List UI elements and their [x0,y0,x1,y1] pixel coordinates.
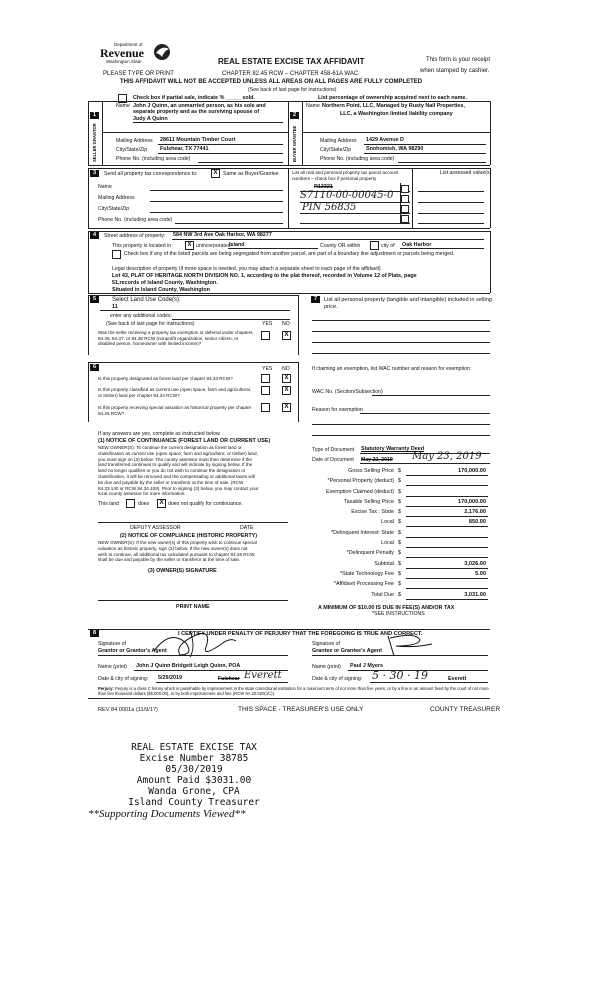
tax-row-value: 3,031.00 [464,591,486,598]
see-back-text: (See back of last page for instructions) [248,87,337,93]
tax-row-label: Local [381,519,394,526]
tax-row-label: *Personal Property (deduct) [327,478,394,485]
current-use-no-checkbox[interactable]: X [282,386,291,395]
tax-row-label: Local [381,540,394,547]
personal-property-checkbox-3[interactable] [401,205,409,213]
tax-row-label: Exemption Claimed (deduct) [325,488,394,495]
legal-description-label: Legal description of property (if more space is needed, you may attach a separate sheet to each page of the affidavit) [112,266,381,272]
does-label: does [138,501,150,507]
tax-row [300,466,490,476]
assessed-value-label: List assessed value(s) [440,170,492,176]
tax-row-label: *Affidavit Processing Fee [333,581,394,588]
legal-description-3: Situated in Island County, Washington [112,287,210,293]
notice-continuance-line: 84.33.140 or RCW 84.34.108). Prior to signing (3) below, you may contact your [98,485,259,491]
personal-property-checkbox-4[interactable] [401,215,409,223]
minimum-due-note: A MINIMUM OF $10.00 IS DUE IN FEE(S) AND/OR TAX [318,605,455,611]
assessor-date-label: DATE [240,525,254,531]
tax-row-currency: $ [398,519,401,526]
stamp-line-6: Island County Treasurer [128,797,260,808]
tax-row-currency: $ [398,560,401,567]
seller-phone-label: Phone No. (including area code) [116,156,191,162]
supporting-docs-viewed: **Supporting Documents Viewed** [88,808,246,820]
partial-sale-label: Check box if partial sale, indicate % _____ sold. [133,95,255,101]
tax-row [300,517,490,527]
notice-continuance-body [98,445,298,497]
perjury-text-1: Perjury is a class C felony which is punishable by imprisonment in the state correctional institution for a maximum term of not more than five years, or by a fine in an [115,686,419,691]
section-3-number: 3 [90,170,99,177]
parcel-handwritten-1: S7110-00-00045-0 [300,190,394,201]
chapter-text: CHAPTER 82.45 RCW – CHAPTER 458-61A WAC [222,71,359,77]
tax-row-currency: $ [398,488,401,495]
tax-row [300,538,490,548]
treasurer-use-only: THIS SPACE - TREASURER'S USE ONLY [238,706,364,713]
grantor-agent-label: Grantor or Grantor's Agent [98,648,167,654]
notice-continuance-line: land no longer qualifies or you do not wish to continue the designation or [98,468,246,474]
grantor-date-label: Date & city of signing: [98,676,149,682]
tax-row-currency: $ [398,540,401,547]
tax-row-label: Subtotal [374,560,394,567]
list-pct-label: List percentage of ownership acquired next to each name. [318,95,467,101]
dept-logo-icon [152,43,172,61]
historic-no-checkbox[interactable]: X [282,403,291,412]
forest-yes-checkbox[interactable] [261,374,270,383]
exemption-question: Was the seller receiving a property tax exemption or deferral under chapters 84.36, 84.37, or 84.38 RCW (nonprofit organization, senior citizen, or disabled person, homeowner with limited income)? [98,330,253,346]
this-land-label: This land [98,501,120,507]
grantor-date: 5/29/2019 [158,675,182,681]
corr-mailing-label: Mailing Address [98,195,135,201]
seller-mailing-label: Mailing Address [116,138,153,144]
notice-compliance-line: valuation as historic property, sign (3) below. If the new owner(s) does not [98,545,248,551]
buyer-city-label: City/State/Zip [320,147,352,153]
tax-row-label: Taxable Selling Price [343,498,394,505]
tax-row-currency: $ [398,591,401,598]
corr-city-label: City/State/Zip [98,206,130,212]
grantee-date-handwritten: 5 · 30 · 19 [372,669,428,682]
city-of-label: city of [381,243,395,249]
perjury-label: Perjury: [98,686,114,691]
perjury-note [98,686,490,696]
stamp-line-4: Amount Paid $3031.00 [136,775,252,786]
section-2-number: 2 [290,112,299,119]
same-as-buyer-label: Same as Buyer/Grantee [223,171,279,177]
doc-type-label: Type of Document [312,447,355,453]
doc-type: Statutory Warranty Deed [361,446,425,452]
tax-row-currency: $ [398,529,401,536]
tax-row-currency: $ [398,581,401,588]
tax-row [300,528,490,538]
county-treasurer-label: COUNTY TREASURER [430,706,501,713]
seller-name-label: Name [116,103,130,109]
buyer-name-2: LLC, a Washington limited liability company [340,111,453,117]
segregated-checkbox[interactable] [112,250,121,259]
if-yes-instructions: If any answers are yes, complete as instructed below. [98,431,221,437]
tax-row-currency: $ [398,570,401,577]
seller-city: Fulshear, TX 77441 [160,146,209,152]
county-label: County OR within [320,243,361,249]
additional-codes-label: enter any additional codes: [110,313,173,319]
grantor-print-label: Name (print) [98,664,127,670]
same-as-buyer-checkbox[interactable]: X [211,169,220,178]
notice-continuance-title: (1) NOTICE OF CONTINUANCE (FOREST LAND OR CURRENT USE) [98,438,271,444]
grantor-signature-label: Signature of [98,641,126,647]
buyer-phone-label: Phone No. (including area code) [320,156,395,162]
notice-compliance-line: shall be due and payable by the seller or transferor at the time of sale. [98,557,241,563]
section-5-number: 5 [90,296,99,303]
perjury-text-2: amount fixed by the court of not more than five thousand dollars ($5,000.00), or by both imprisonment and fine (RCW 9A.20.020(1C)). [98,686,489,696]
segregated-label: Check box if any of the listed parcels are being segregated from another parcel, are part of a boundary line adjustment or parcels being merged. [124,251,455,257]
section6-no-label: NO [282,366,290,372]
tax-row [300,559,490,569]
tax-row [300,579,490,589]
grantee-agent-label: Grantee or Grantee's Agent [312,648,382,654]
section-1-number: 1 [90,112,99,119]
legal-description-1: Lot 43, PLAT OF HERITAGE NORTH DIVISION NO. 1, according to the plat thereof, recorded in Volume 12 of Plats, page [112,273,417,279]
corr-name-label: Name [98,184,112,190]
section-8-number: 8 [90,630,99,637]
print-name-label: PRINT NAME [176,604,210,610]
section-7-number: 7 [311,296,320,303]
grantor-city-struck: Fulshear [218,676,240,682]
forest-no-checkbox[interactable]: X [282,374,291,383]
doc-date-handwritten: May 23, 2019 [412,451,482,462]
wac-number-label: WAC No. (Section/Subsection) [312,389,383,395]
seller-name-2: Judy A Quinn [133,116,168,122]
stamp-line-5: Wanda Grone, CPA [148,786,240,797]
tax-row-label: *State Technology Fee [339,570,394,577]
does-not-qualify-checkbox[interactable]: X [157,499,166,508]
grantor-city-handwritten: Everett [244,670,282,681]
tax-row-value: 850.00 [468,519,486,526]
property-city: Oak Harbor [402,242,432,248]
tax-row-label: Gross Selling Price [348,468,394,474]
seller-city-label: City/State/Zip [116,147,148,153]
grantee-print-label: Name (print) [312,664,341,670]
section5-yes-label: YES [262,321,273,327]
notice-continuance-line: classification as current use (open space, farm and agriculture, or timber) land, [98,450,258,456]
tax-row-currency: $ [398,478,401,485]
tax-row [300,507,490,517]
historic-question: Is this property receiving special valuation as historical property per chapter 84.26 RCW? [98,405,252,416]
stamp-line-1: REAL ESTATE EXCISE TAX [131,742,257,753]
buyer-name: Northern Point, LLC, Managed by Rusty Nail Properties, [322,103,465,109]
buyer-name-label: Name [306,103,320,109]
stamp-line-2: Excise Number 38785 [139,753,249,764]
seller-name: John J Quinn, an unmarried person, as his sole and separate property and as the surviving spouse of [133,103,266,116]
personal-property-checkbox-2[interactable] [401,195,409,203]
notice-continuance-line: local county assessor for more information. [98,491,186,497]
doc-date-struck: May 22, 2019 [361,457,393,463]
tax-row-label: Excise Tax : State [351,509,394,516]
grantee-city: Everett [448,676,467,682]
notice-compliance-title: (2) NOTICE OF COMPLIANCE (HISTORIC PROPERTY) [120,533,258,539]
grantee-print-name: Paul J Myers [350,663,383,669]
within-city-checkbox[interactable] [370,241,379,250]
receipt-note-1: This form is your receipt [426,57,491,63]
owner-signature-label: (3) OWNER(S) SIGNATURE [148,568,217,574]
dept-state-text: Washington State [106,59,142,64]
personal-property-list-label: List all personal property (tangible and intangible) included in selling price. [324,297,492,310]
tax-row [300,497,490,507]
notice-compliance-body [98,540,298,563]
notice-compliance-line: NEW OWNER(S): If the new owner(s) of this property wish to continue special [98,540,257,545]
forest-land-question: Is this property designated as forest land per chapter 84.33 RCW? [98,376,233,381]
seller-vertical-label: SELLER GRANTOR [92,123,97,162]
tax-row-value: 2,176.00 [464,509,486,516]
tax-row-label: *Delinquent Penalty [346,550,394,557]
grantee-signature-label: Signature of [312,641,340,647]
doc-date-label: Date of Document [312,457,354,463]
send-correspondence-label: Send all property tax correspondence to: [104,171,198,177]
claim-exemption-label: If claiming an exemption, list WAC number and reason for exemption: [312,366,472,372]
land-use-code: 11 [112,304,118,310]
section-6-number: 6 [90,364,99,371]
current-use-question: Is this property classified as current use (open space, farm and agricultural, or timber) land per chapter 84.34 RCW? [98,387,251,398]
tax-row-value: 170,000.00 [458,468,486,474]
parcel-list-label: List all real and personal property tax parcel account numbers – check box if personal property [292,170,399,181]
tax-row-value: 5.00 [475,570,486,577]
tax-row-value: 3,026.00 [464,560,486,567]
tax-row [300,548,490,558]
tax-row-currency: $ [398,509,401,516]
county-name: Island [229,242,245,248]
dept-small-text: Department of [114,42,143,47]
notice-compliance-line: wish to continue, all additional tax calculated pursuant to chapter 84.26 RCW, [98,551,256,557]
located-in-label: This property is located in [112,243,172,249]
tax-row-value: 170,000.00 [458,498,486,505]
tax-calculation-table [300,466,490,600]
legal-description-2: 51,records of Island County, Washington. [112,280,218,286]
form-title: REAL ESTATE EXCISE TAX AFFIDAVIT [218,57,365,66]
notice-continuance-line: be due and payable by the seller or transferor at the time of sale. (RCW [98,479,244,485]
unincorporated-checkbox[interactable]: X [185,241,194,250]
does-not-qualify-label: does not qualify for continuance. [168,501,243,507]
tax-row-label: *Delinquent Interest: State [331,529,394,536]
current-use-yes-checkbox[interactable] [261,386,270,395]
section5-no-label: NO [282,321,290,327]
tax-row [300,487,490,497]
corr-phone-label: Phone No. (including area code) [98,217,173,223]
grantee-signature [380,632,440,658]
parcel-handwritten-2: PIN 56835 [302,202,357,213]
exemption-yes-checkbox[interactable] [261,331,270,340]
street-address: 584 NW 3rd Ave Oak Harbor, WA 98277 [173,232,272,238]
tax-row-label: Total Due [371,591,394,598]
section-4-number: 4 [90,232,99,239]
buyer-mailing: 1429 Avenue D [366,137,404,143]
certify-statement: I CERTIFY UNDER PENALTY OF PERJURY THAT THE FOREGOING IS TRUE AND CORRECT. [178,631,423,637]
see-instructions-note: *SEE INSTRUCTIONS [372,611,425,617]
tax-row [300,476,490,486]
parcel-struck: R13321 [314,184,333,190]
form-revision: REV 84 0001a (11/9/17) [98,707,158,713]
notice-continuance-line: NEW OWNER(S): To continue the current designation as forest land or [98,445,242,450]
tax-row [300,569,490,579]
grantor-signature [150,625,240,659]
does-qualify-checkbox[interactable] [126,499,135,508]
buyer-city: Snohomish, WA 98290 [366,146,424,152]
buyer-vertical-label: BUYER GRANTEE [292,125,297,162]
exemption-no-checkbox[interactable]: X [282,331,291,340]
dept-logo [100,42,178,68]
personal-property-checkbox-1[interactable] [401,185,409,193]
street-address-label: Street address of property: [104,233,166,239]
dept-name-text: Revenue [100,46,144,60]
deputy-assessor-label: DEPUTY ASSESSOR [130,525,181,531]
historic-yes-checkbox[interactable] [261,403,270,412]
seller-mailing: 28611 Mountain Timber Court [160,137,236,143]
land-use-label: Select Land Use Code(s): [112,297,181,303]
tax-row [300,590,490,600]
stamp-line-3: 05/30/2019 [165,764,223,775]
tax-row-currency: $ [398,468,401,474]
receipt-note-2: when stamped by cashier. [420,68,490,74]
notice-continuance-line: you must sign on (3) below. The county assessor must then determine if the [98,456,252,462]
unincorporated-label: unincorporated [196,243,231,249]
type-note: PLEASE TYPE OR PRINT [103,71,174,77]
notice-continuance-line: classification, it will be removed and the compensating or additional taxes will [98,473,255,479]
buyer-mailing-label: Mailing Address [320,138,357,144]
notice-continuance-line: land transferred continues to qualify and will indicate by signing below. If the [98,462,253,468]
reason-label: Reason for exemption [312,407,363,413]
warning-text: THIS AFFIDAVIT WILL NOT BE ACCEPTED UNLESS ALL AREAS ON ALL PAGES ARE FULLY COMPLETED [120,79,423,85]
land-use-see-back: (See back of last page for instructions) [106,321,195,327]
tax-row-currency: $ [398,498,401,505]
grantee-date-label: Date & city of signing: [312,676,363,682]
grantor-print-name: John J Quinn Bridgett Leigh Quinn, POA [136,663,241,669]
tax-row-currency: $ [398,550,401,557]
section6-yes-label: YES [262,366,273,372]
